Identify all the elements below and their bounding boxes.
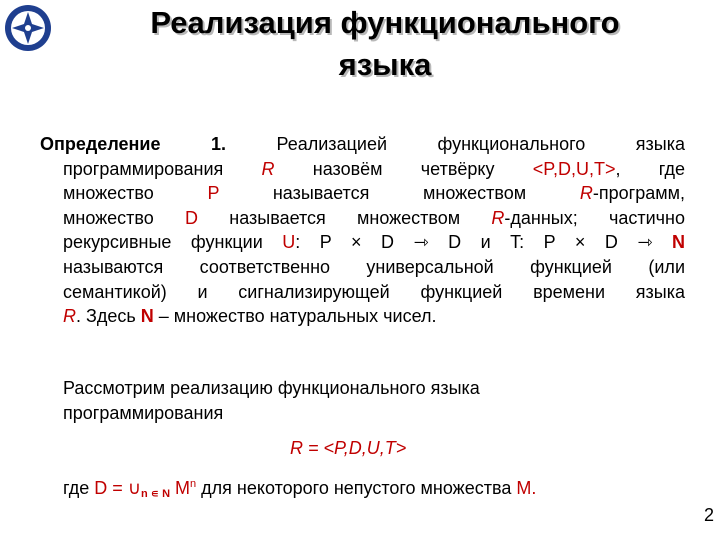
where-line: где $D = \cup_{n ∊ N}$ $M^n$ для некоторого непустого множества M. [63, 478, 537, 500]
definition-line-1: Определение 1. Реализацией функционального языка [40, 134, 685, 154]
title-line-2: языка [338, 47, 432, 82]
consider-line-2: программирования [63, 403, 224, 423]
definition-line-6: называются соответственно универсальной функцией (или [63, 256, 685, 277]
definition-line-3: множество P называется множеством R-программ, [63, 183, 685, 204]
definition-line-7: семантикой) и сигнализирующей функцией времени языка [63, 281, 685, 302]
power-superscript: n [190, 478, 197, 490]
institution-logo-icon [3, 3, 53, 53]
definition-line-8: R. Здесь N – множество натуральных чисел. [63, 306, 437, 327]
definition-line-4: множество D называется множеством R-данных; частично [63, 207, 685, 228]
title-line-1: Реализация функционального [150, 5, 620, 40]
definition-line-2: программирования R назовём четвёрку <P,D,U,T>, где [63, 158, 685, 179]
union-subscript: n ∊ N [140, 488, 171, 500]
page-title [60, 2, 710, 86]
page-number: 2 [703, 505, 714, 525]
definition-block [40, 132, 685, 329]
consider-line-1: Рассмотрим реализацию функционального языка [63, 378, 480, 398]
definition-label: Определение 1. [40, 134, 226, 154]
formula-line: R = <P,D,U,T> [290, 438, 407, 458]
definition-line-5: рекурсивные функции U: P × D ⇾ D и T: P × D ⇾ N [63, 232, 685, 253]
consider-paragraph [63, 376, 480, 426]
